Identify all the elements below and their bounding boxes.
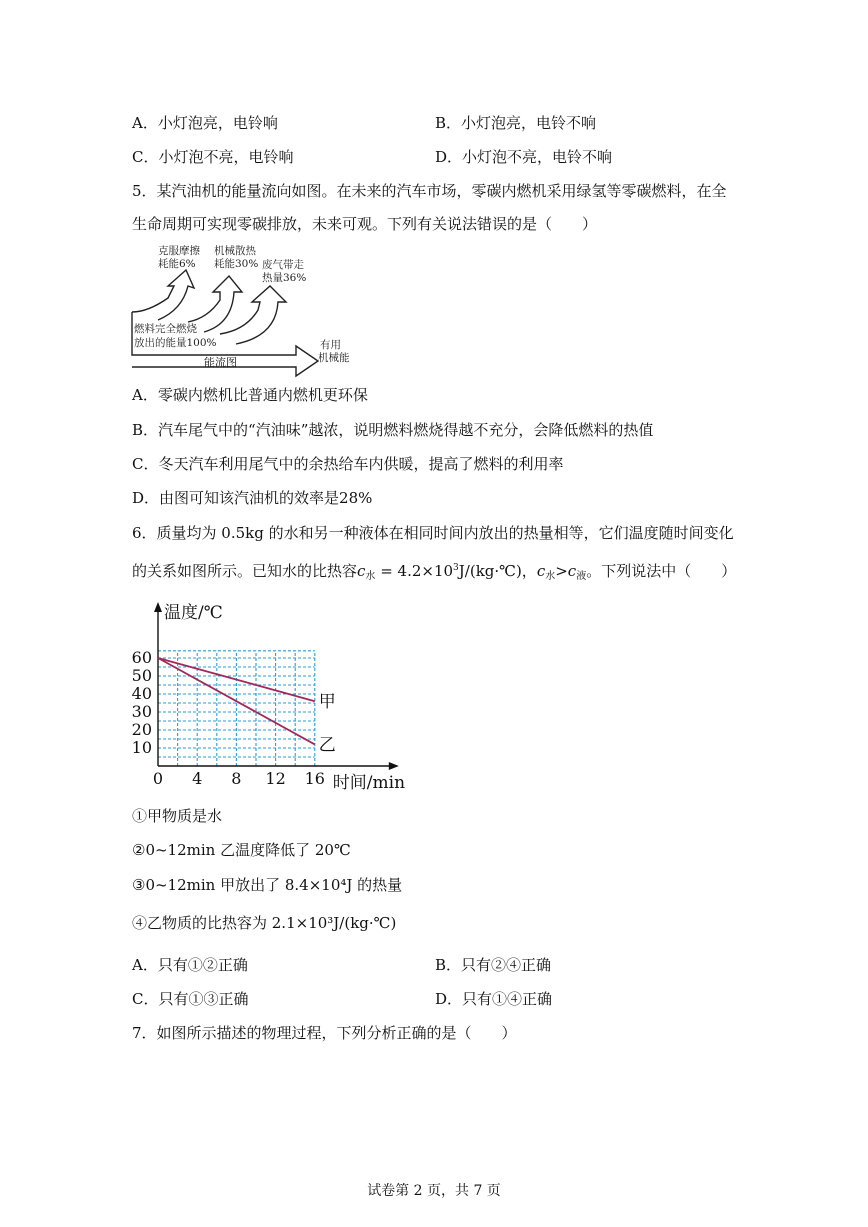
series-label: 甲	[318, 692, 336, 713]
q4-option-a: A．小灯泡亮，电铃响	[132, 114, 278, 132]
y-axis-arrow	[154, 602, 162, 612]
diagram-fuel-l1: 燃料完全燃烧	[134, 323, 197, 335]
x-tick-label: 0	[152, 769, 164, 788]
q7-stem: 7．如图所示描述的物理过程，下列分析正确的是（ ）	[132, 1024, 517, 1042]
q5-option-a: A．零碳内燃机比普通内燃机更环保	[132, 386, 368, 404]
c-symbol: c	[357, 562, 366, 580]
q5-option-d: D．由图可知该汽油机的效率是28%	[132, 489, 373, 507]
y-tick-label: 10	[131, 738, 152, 757]
diagram-friction-l2: 耗能6%	[158, 258, 196, 270]
y-tick-label: 40	[131, 684, 152, 703]
q6-statement-3: ③0~12min 甲放出了 8.4×10⁴J 的热量	[132, 876, 403, 894]
q6-option-a: A．只有①②正确	[132, 956, 248, 974]
c-symbol-3: c	[567, 562, 577, 580]
page-footer: 试卷第 2 页，共 7 页	[367, 1183, 501, 1199]
temperature-time-chart	[130, 598, 410, 798]
y-tick-label: 30	[131, 702, 152, 721]
q6-stem-line2-text: 的关系如图所示。已知水的比热容	[132, 562, 358, 580]
c-symbol-2: c	[536, 562, 546, 580]
diagram-heat-l2: 耗能30%	[214, 258, 259, 270]
q6-stem-line2	[132, 560, 736, 585]
stem-end: 。下列说法中（ ）	[586, 562, 737, 580]
x-tick-label: 4	[192, 769, 203, 788]
q6-statement-2: ②0~12min 乙温度降低了 20℃	[132, 841, 351, 859]
y-tick-label: 20	[131, 720, 152, 739]
q6-option-d: D．只有①④正确	[435, 990, 553, 1008]
diagram-friction-l1: 克服摩擦	[158, 245, 200, 257]
diagram-useful-l2: 机械能	[318, 352, 350, 364]
y-tick-label: 60	[131, 648, 152, 667]
sub-water: 水	[365, 571, 376, 582]
x-tick-label: 8	[231, 769, 242, 788]
y-axis-label: 温度/℃	[164, 603, 223, 623]
exp-3: 3	[453, 563, 459, 573]
eq-value: = 4.2×10	[375, 562, 454, 580]
q5-option-b: B．汽车尾气中的“汽油味”越浓，说明燃料燃烧得越不充分，会降低燃料的热值	[132, 421, 654, 439]
sub-water-2: 水	[545, 571, 556, 582]
q5-stem-line2: 生命周期可实现零碳排放，未来可观。下列有关说法错误的是（ ）	[132, 215, 598, 233]
x-tick-label: 12	[265, 769, 286, 788]
q4-option-d: D．小灯泡不亮，电铃不响	[435, 148, 613, 166]
series-label: 乙	[318, 735, 336, 756]
x-axis-arrow	[389, 762, 399, 770]
sub-liquid: 液	[576, 571, 587, 582]
diagram-caption: 能流图	[204, 356, 237, 369]
unit: J/(kg·℃)	[458, 562, 522, 580]
q6-stem-line1: 6．质量均为 0.5kg 的水和另一种液体在相同时间内放出的热量相等，它们温度随时间变化	[132, 524, 734, 542]
q5-option-c: C．冬天汽车利用尾气中的余热给车内供暖，提高了燃料的利用率	[132, 455, 564, 473]
comma: ，	[521, 562, 537, 580]
diagram-exhaust-l2: 热量36%	[262, 272, 307, 284]
q6-statement-4: ④乙物质的比热容为 2.1×10³J/(kg·℃)	[132, 914, 397, 932]
q4-option-c: C．小灯泡不亮，电铃响	[132, 148, 294, 166]
q6-option-b: B．只有②④正确	[435, 956, 552, 974]
gt-sign: >	[555, 562, 568, 580]
q6-option-c: C．只有①③正确	[132, 990, 249, 1008]
y-tick-label: 50	[131, 666, 152, 685]
diagram-fuel-l2: 放出的能量100%	[134, 337, 217, 349]
q6-statement-1: ①甲物质是水	[132, 807, 223, 825]
q5-stem-line1: 5．某汽油机的能量流向如图。在未来的汽车市场，零碳内燃机采用绿氢等零碳燃料，在全	[132, 182, 727, 200]
diagram-heat-l1: 机械散热	[214, 245, 256, 257]
x-axis-label: 时间/min	[332, 773, 406, 793]
q4-option-b: B．小灯泡亮，电铃不响	[435, 114, 597, 132]
diagram-exhaust-l1: 废气带走	[262, 259, 304, 271]
diagram-useful-l1: 有用	[320, 339, 341, 351]
energy-flow-diagram	[128, 240, 358, 380]
x-tick-label: 16	[304, 769, 325, 788]
